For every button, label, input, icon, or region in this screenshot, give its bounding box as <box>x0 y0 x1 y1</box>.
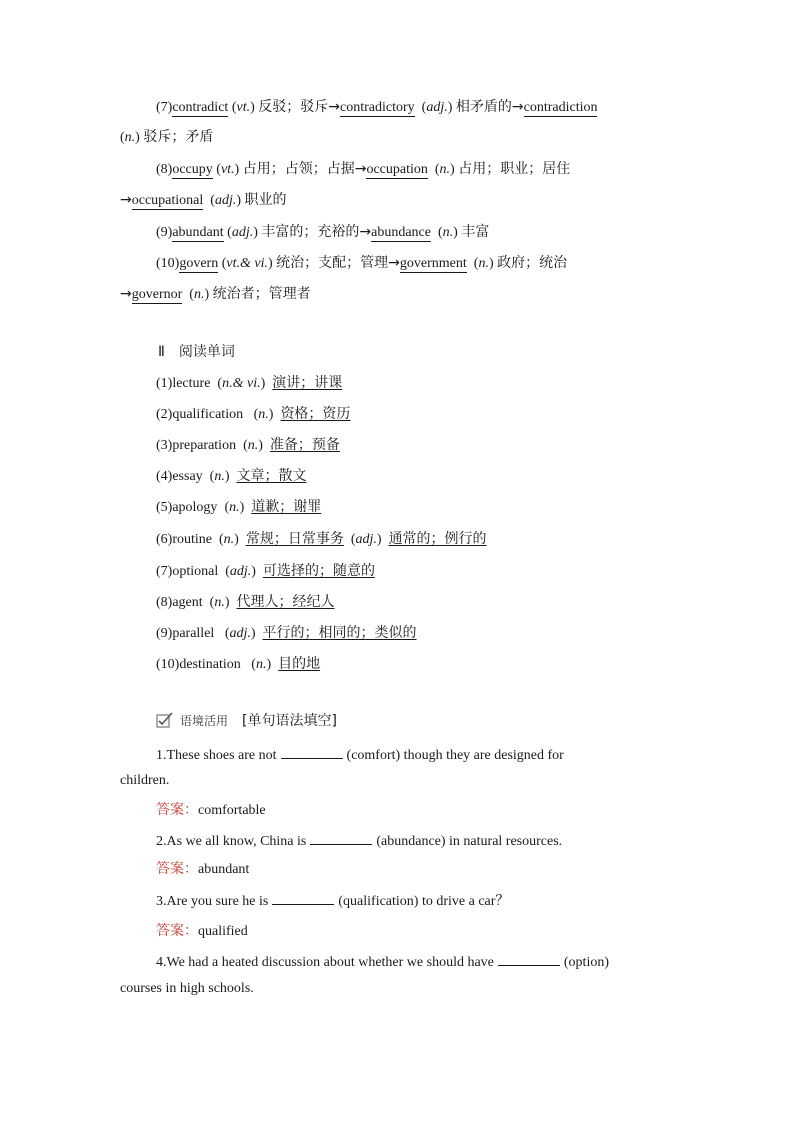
word-form-continuation: →governor (n.) 统治者；管理者 <box>120 286 311 302</box>
word-form-item: (10)govern (vt.& vi.) 统治；支配；管理→government (n.) 政府；统治 <box>156 255 568 271</box>
question-item: 2.As we all know, China is (abundance) in natural resources. <box>156 830 562 852</box>
reading-item: (2)qualification (n.) 资格；资历 <box>156 406 351 422</box>
reading-item: (6)routine (n.) 常规；日常事务 (adj.) 通常的；例行的 <box>156 531 487 547</box>
question-continuation: courses in high schools. <box>120 981 254 996</box>
word-form-continuation: (n.) 驳斥；矛盾 <box>120 129 214 145</box>
word-form-item: (9)abundant (adj.) 丰富的；充裕的→abundance (n.) 丰富 <box>156 224 490 240</box>
exercise-header: 语境活用 [单句语法填空] <box>156 711 337 732</box>
checkmark-pen-icon <box>156 712 174 728</box>
reading-item: (4)essay (n.) 文章；散文 <box>156 468 307 484</box>
answer-blank[interactable] <box>272 890 334 905</box>
reading-item: (3)preparation (n.) 准备；预备 <box>156 437 340 453</box>
answer-line: 答案：abundant <box>156 861 250 877</box>
reading-item: (9)parallel (adj.) 平行的；相同的；类似的 <box>156 625 417 641</box>
question-item: 3.Are you sure he is (qualification) to drive a car？ <box>156 890 509 912</box>
reading-item: (8)agent (n.) 代理人；经纪人 <box>156 594 335 610</box>
reading-item: (7)optional (adj.) 可选择的；随意的 <box>156 563 375 579</box>
word-form-item: (7)contradict (vt.) 反驳；驳斥→contradictory (adj.) 相矛盾的→contradiction <box>156 99 598 115</box>
word-form-item: (8)occupy (vt.) 占用；占领；占据→occupation (n.) 占用；职业；居住 <box>156 161 571 177</box>
answer-blank[interactable] <box>281 744 343 759</box>
word-form-continuation: →occupational (adj.) 职业的 <box>120 192 287 208</box>
reading-item: (10)destination (n.) 目的地 <box>156 656 321 672</box>
question-continuation: children. <box>120 773 170 788</box>
answer-blank[interactable] <box>498 951 560 966</box>
reading-item: (5)apology (n.) 道歉；谢罪 <box>156 499 322 515</box>
question-item: 1.These shoes are not (comfort) though they are designed for <box>156 744 564 766</box>
answer-blank[interactable] <box>310 830 372 845</box>
reading-item: (1)lecture (n.& vi.) 演讲；讲课 <box>156 375 343 391</box>
answer-line: 答案：qualified <box>156 923 248 939</box>
question-item: 4.We had a heated discussion about whether we should have (option) <box>156 951 609 973</box>
section-heading: Ⅱ 阅读单词 <box>158 344 235 360</box>
answer-line: 答案：comfortable <box>156 802 266 818</box>
